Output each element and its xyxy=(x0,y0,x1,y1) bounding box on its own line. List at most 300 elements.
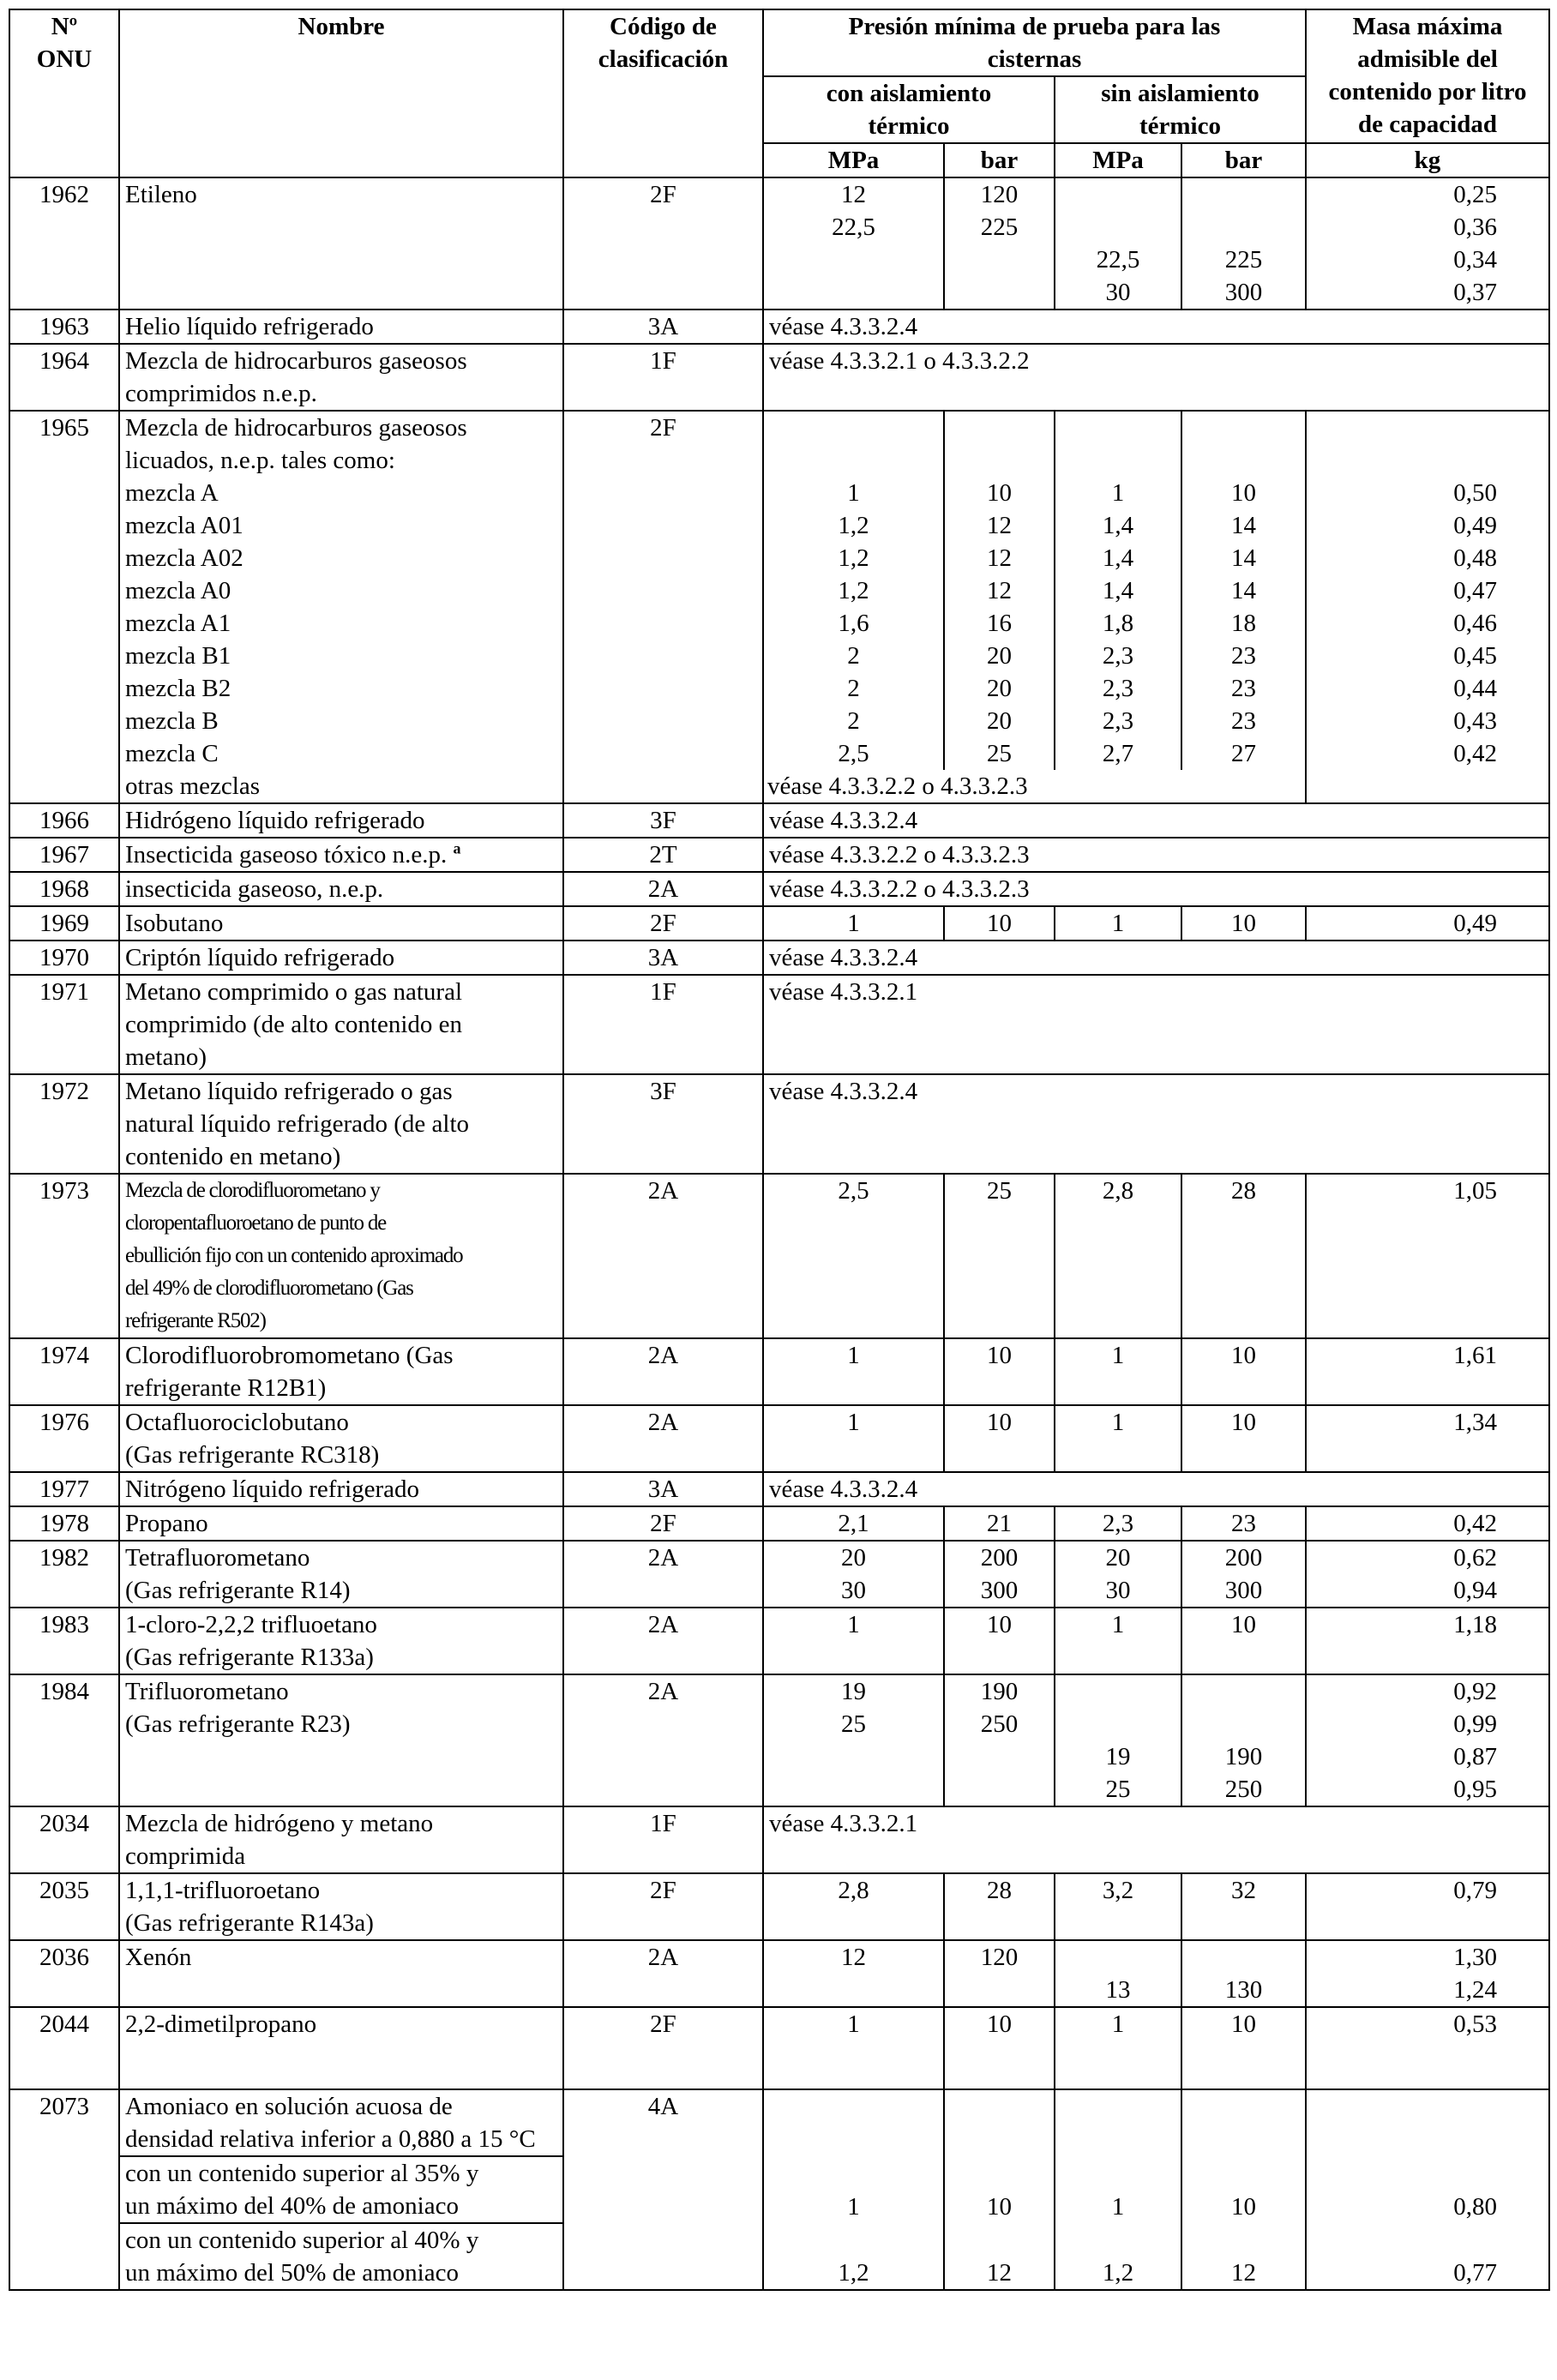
value-cell-mpa-con xyxy=(763,2007,944,2089)
value: 1,2 xyxy=(838,577,869,604)
un-number-cell xyxy=(9,1074,119,1174)
value: 120 xyxy=(980,181,1019,208)
name-cell xyxy=(119,2007,563,2089)
table-row xyxy=(9,906,1549,941)
un-number-cell xyxy=(9,1174,119,1338)
classification-code-cell xyxy=(563,872,763,906)
classification-code: 2A xyxy=(647,1342,679,1369)
mixture-name: otras mezclas xyxy=(125,772,261,800)
substance-name: Amoniaco en solución acuosa de xyxy=(125,2093,453,2120)
value: 0,87 xyxy=(1453,1743,1497,1770)
value: 190 xyxy=(1224,1743,1263,1770)
value-cell-mpa-sin xyxy=(1055,1174,1181,1338)
value: 25 xyxy=(987,1177,1012,1205)
un-number-cell xyxy=(9,975,119,1074)
name-cell xyxy=(119,2223,563,2290)
value-cell-bar-sin xyxy=(1181,177,1306,310)
table-row xyxy=(9,1873,1549,1940)
classification-code: 3A xyxy=(647,1475,679,1503)
classification-code: 1F xyxy=(650,978,676,1006)
value: 0,62 xyxy=(1453,1544,1497,1572)
value: 1,4 xyxy=(1102,512,1134,539)
value: 1 xyxy=(1111,1611,1125,1638)
value: 1,4 xyxy=(1102,544,1134,572)
classification-code: 3F xyxy=(650,807,676,834)
value: 10 xyxy=(1231,1611,1256,1638)
value: 30 xyxy=(1105,1577,1131,1604)
value: 1,18 xyxy=(1453,1611,1497,1638)
value: 1,34 xyxy=(1453,1409,1497,1436)
value: 1 xyxy=(847,1342,860,1369)
value-cell-bar-con xyxy=(944,2223,1055,2290)
value-cell-kg xyxy=(1306,177,1549,310)
value-cell-mpa-con xyxy=(763,1174,944,1338)
value-cell-mpa-sin xyxy=(1055,906,1181,941)
table-row xyxy=(9,2007,1549,2089)
un-number-cell-empty xyxy=(9,2223,119,2290)
value: 1,61 xyxy=(1453,1342,1497,1369)
value: 10 xyxy=(1231,1342,1256,1369)
un-number: 1969 xyxy=(39,910,89,937)
value: 23 xyxy=(1231,707,1256,735)
value-cell-kg xyxy=(1306,1873,1549,1940)
classification-code-cell xyxy=(563,1174,763,1338)
substance-name: Etileno xyxy=(125,181,197,208)
value: 1 xyxy=(847,2193,860,2221)
un-number: 1971 xyxy=(39,978,89,1006)
substance-name: insecticida gaseoso, n.e.p. xyxy=(125,875,384,903)
value: 10 xyxy=(987,1611,1012,1638)
un-number-cell xyxy=(9,906,119,941)
value: 1 xyxy=(1111,1409,1125,1436)
classification-code: 2T xyxy=(649,841,677,868)
un-number-cell xyxy=(9,1806,119,1873)
substance-name: con un contenido superior al 35% y xyxy=(125,2160,479,2187)
header-con-aislamiento: con aislamiento térmico xyxy=(763,76,1055,143)
mixture-name: mezcla B1 xyxy=(125,642,231,670)
classification-code-cell xyxy=(563,310,763,344)
value: 0,99 xyxy=(1453,1710,1497,1738)
value-cell-mpa-con xyxy=(763,177,944,310)
value-cell-bar-sin xyxy=(1181,2223,1306,2290)
header-masa: Masa máxima admisible del contenido por litro de capacidad xyxy=(1306,9,1549,143)
name-cell xyxy=(119,1873,563,1940)
substance-name: Metano líquido refrigerado o gas xyxy=(125,1078,453,1105)
value-cell-mpa-sin xyxy=(1055,2156,1181,2223)
value: 1,24 xyxy=(1453,1976,1497,2004)
value-cell-mpa-con xyxy=(763,1608,944,1674)
table-row xyxy=(9,1608,1549,1674)
value-cell-mpa-sin xyxy=(1055,1674,1181,1806)
un-number: 1982 xyxy=(39,1544,89,1572)
un-number-cell xyxy=(9,838,119,872)
substance-name: Mezcla de clorodifluorometano y xyxy=(125,1179,380,1202)
header-codigo: Código de clasificación xyxy=(563,9,763,177)
substance-name: Propano xyxy=(125,1510,208,1537)
value: 10 xyxy=(987,2193,1012,2221)
classification-code: 2F xyxy=(650,181,676,208)
classification-code: 3A xyxy=(647,944,679,971)
table-row xyxy=(9,177,1549,310)
reference-cell xyxy=(763,1806,1549,1873)
un-number-cell xyxy=(9,2089,119,2156)
value: 1,2 xyxy=(838,2259,869,2287)
value-cell-mpa-con xyxy=(763,1405,944,1472)
other-mixtures-reference: véase 4.3.3.2.2 o 4.3.3.2.3 xyxy=(767,770,1282,802)
value: 12 xyxy=(987,2259,1012,2287)
value: 14 xyxy=(1231,577,1256,604)
un-number-cell xyxy=(9,803,119,838)
name-cell xyxy=(119,2156,563,2223)
classification-code: 3A xyxy=(647,313,679,340)
value-cell-bar-con xyxy=(944,1940,1055,2007)
value: 25 xyxy=(841,1710,866,1738)
un-number-cell xyxy=(9,177,119,310)
classification-code: 2F xyxy=(650,1877,676,1904)
classification-code: 2A xyxy=(647,1177,679,1205)
value-cell-kg xyxy=(1306,1541,1549,1608)
table-sub-row xyxy=(9,2223,1549,2290)
un-number: 1968 xyxy=(39,875,89,903)
name-cell xyxy=(119,2089,563,2156)
value: 2,3 xyxy=(1102,642,1134,670)
dangerous-goods-table xyxy=(9,9,1550,2291)
value: 200 xyxy=(1224,1544,1263,1572)
value-cell-mpa-sin xyxy=(1055,1541,1181,1608)
name-cell xyxy=(119,941,563,975)
name-cell xyxy=(119,1472,563,1506)
un-number-cell xyxy=(9,1873,119,1940)
reference-cell xyxy=(763,975,1549,1074)
value: 1,30 xyxy=(1453,1944,1497,1971)
substance-name: Tetrafluorometano xyxy=(125,1544,310,1572)
un-number: 1966 xyxy=(39,807,89,834)
value: 32 xyxy=(1231,1877,1256,1904)
un-number-cell xyxy=(9,941,119,975)
value-cell-bar-sin xyxy=(1181,2156,1306,2223)
reference-cell xyxy=(763,310,1549,344)
un-number-cell xyxy=(9,310,119,344)
value-cell-bar-sin xyxy=(1181,1608,1306,1674)
classification-code-cell xyxy=(563,177,763,310)
value: 2,5 xyxy=(838,740,869,767)
value: 1 xyxy=(847,479,860,507)
value: 1 xyxy=(847,1409,860,1436)
classification-code: 2F xyxy=(650,414,676,442)
substance-name: (Gas refrigerante R143a) xyxy=(125,1909,374,1937)
value: 20 xyxy=(987,642,1012,670)
reference-cell xyxy=(763,803,1549,838)
substance-name: refrigerante R12B1) xyxy=(125,1374,327,1402)
substance-name: un máximo del 50% de amoniaco xyxy=(125,2259,459,2287)
substance-name: Hidrógeno líquido refrigerado xyxy=(125,807,425,834)
value: 12 xyxy=(987,544,1012,572)
value: 0,49 xyxy=(1453,910,1497,937)
value: 0,94 xyxy=(1453,1577,1497,1604)
table-sub-row xyxy=(9,2156,1549,2223)
value: 0,42 xyxy=(1453,1510,1497,1537)
value: 10 xyxy=(987,1409,1012,1436)
classification-code: 2A xyxy=(647,1544,679,1572)
header-unit-kg: kg xyxy=(1306,143,1549,177)
table-row xyxy=(9,803,1549,838)
value-cell-bar-sin xyxy=(1181,1338,1306,1405)
value: 1,2 xyxy=(838,544,869,572)
value-cell-mpa-sin xyxy=(1055,1506,1181,1541)
value-cell-kg xyxy=(1306,411,1549,803)
value: 1 xyxy=(1111,479,1125,507)
value: 2 xyxy=(847,707,860,735)
substance-name: comprimido (de alto contenido en xyxy=(125,1011,463,1038)
value: 2 xyxy=(847,675,860,702)
value: 0,92 xyxy=(1453,1678,1497,1705)
table-body xyxy=(9,177,1549,2290)
un-number: 2073 xyxy=(39,2093,89,2120)
classification-code-cell xyxy=(563,1074,763,1174)
mixture-name: mezcla B xyxy=(125,707,219,735)
substance-name: 1-cloro-2,2,2 trifluoetano xyxy=(125,1611,377,1638)
name-cell xyxy=(119,1174,563,1338)
substance-name: natural líquido refrigerado (de alto xyxy=(125,1110,470,1138)
value: 0,79 xyxy=(1453,1877,1497,1904)
value-cell-empty xyxy=(1055,2089,1181,2156)
value: 0,43 xyxy=(1453,707,1497,735)
value: 19 xyxy=(1105,1743,1131,1770)
mixture-name: mezcla A01 xyxy=(125,512,243,539)
value-cell-mpa-sin xyxy=(1055,1338,1181,1405)
value: 10 xyxy=(1231,2010,1256,2038)
un-number: 1973 xyxy=(39,1177,89,1205)
reference-text: véase 4.3.3.2.4 xyxy=(769,1475,918,1503)
name-cell xyxy=(119,1541,563,1608)
reference-cell xyxy=(763,872,1549,906)
classification-code: 3F xyxy=(650,1078,676,1105)
table-row xyxy=(9,310,1549,344)
value: 130 xyxy=(1224,1976,1263,2004)
classification-code-cell xyxy=(563,838,763,872)
substance-name: un máximo del 40% de amoniaco xyxy=(125,2192,459,2220)
value-cell-bar-con xyxy=(944,1541,1055,1608)
substance-name: del 49% de clorodifluorometano (Gas xyxy=(125,1277,413,1300)
value: 300 xyxy=(1224,279,1263,306)
table-row xyxy=(9,1174,1549,1338)
table-row xyxy=(9,1405,1549,1472)
value: 25 xyxy=(987,740,1012,767)
reference-cell xyxy=(763,941,1549,975)
value: 23 xyxy=(1231,1510,1256,1537)
un-number: 1983 xyxy=(39,1611,89,1638)
value-cell-mpa-con xyxy=(763,2156,944,2223)
value: 2,5 xyxy=(838,1177,869,1205)
un-number-cell xyxy=(9,1506,119,1541)
un-number: 1977 xyxy=(39,1475,89,1503)
reference-text: véase 4.3.3.2.4 xyxy=(769,807,918,834)
value-cell-bar-sin xyxy=(1181,1405,1306,1472)
value: 2,7 xyxy=(1102,740,1134,767)
value-cell-mpa-sin xyxy=(1055,1405,1181,1472)
value-cell-kg xyxy=(1306,2156,1549,2223)
substance-name: 2,2-dimetilpropano xyxy=(125,2010,317,2038)
value: 200 xyxy=(980,1544,1019,1572)
value: 0,34 xyxy=(1453,246,1497,273)
classification-code-cell xyxy=(563,941,763,975)
classification-code: 2A xyxy=(647,1678,679,1705)
value: 1 xyxy=(1111,2010,1125,2038)
value: 19 xyxy=(841,1678,866,1705)
value-cell-empty xyxy=(1181,2089,1306,2156)
name-cell xyxy=(119,872,563,906)
value-cell-kg xyxy=(1306,906,1549,941)
value-cell-kg xyxy=(1306,1608,1549,1674)
classification-code: 2F xyxy=(650,910,676,937)
value: 0,36 xyxy=(1453,213,1497,241)
value: 0,80 xyxy=(1453,2193,1497,2221)
value: 0,44 xyxy=(1453,675,1497,702)
classification-code-cell xyxy=(563,1405,763,1472)
value: 300 xyxy=(980,1577,1019,1604)
value: 1,05 xyxy=(1453,1177,1497,1205)
un-number: 1962 xyxy=(39,181,89,208)
value-cell-bar-con xyxy=(944,2007,1055,2089)
table-row xyxy=(9,872,1549,906)
reference-cell xyxy=(763,1074,1549,1174)
classification-code-cell xyxy=(563,1541,763,1608)
reference-text: véase 4.3.3.2.1 xyxy=(769,978,918,1006)
name-cell xyxy=(119,1806,563,1873)
value-cell-bar-sin xyxy=(1181,1541,1306,1608)
un-number: 1972 xyxy=(39,1078,89,1105)
reference-text: véase 4.3.3.2.2 o 4.3.3.2.3 xyxy=(769,875,1030,903)
un-number-cell xyxy=(9,1674,119,1806)
name-cell xyxy=(119,1074,563,1174)
value-cell-kg xyxy=(1306,1338,1549,1405)
value: 25 xyxy=(1105,1776,1131,1803)
classification-code-cell xyxy=(563,1873,763,1940)
value: 0,50 xyxy=(1453,479,1497,507)
table-row xyxy=(9,411,1549,803)
value-cell-kg xyxy=(1306,2223,1549,2290)
value-cell-mpa-con xyxy=(763,1873,944,1940)
un-number: 1984 xyxy=(39,1678,89,1705)
substance-name: contenido en metano) xyxy=(125,1143,341,1170)
value: 12 xyxy=(841,1944,866,1971)
value: 0,49 xyxy=(1453,512,1497,539)
un-number: 1970 xyxy=(39,944,89,971)
table-row xyxy=(9,1338,1549,1405)
classification-code: 1F xyxy=(650,1810,676,1837)
un-number-cell xyxy=(9,1541,119,1608)
value: 2,1 xyxy=(838,1510,869,1537)
header-unit-mpa-sin: MPa xyxy=(1055,143,1181,177)
value-cell-mpa-con xyxy=(763,906,944,941)
substance-name: (Gas refrigerante R133a) xyxy=(125,1644,374,1671)
substance-name: refrigerante R502) xyxy=(125,1309,266,1332)
value: 0,53 xyxy=(1453,2010,1497,2038)
substance-name: cloropentafluoroetano de punto de xyxy=(125,1211,387,1235)
value-cell-bar-con xyxy=(944,1506,1055,1541)
classification-code-cell xyxy=(563,2089,763,2156)
value: 2,3 xyxy=(1102,675,1134,702)
un-number-cell xyxy=(9,344,119,411)
table-row xyxy=(9,941,1549,975)
value: 120 xyxy=(980,1944,1019,1971)
table-row xyxy=(9,1074,1549,1174)
reference-text: véase 4.3.3.2.1 xyxy=(769,1810,918,1837)
mixture-name: mezcla A1 xyxy=(125,610,231,637)
value: 1,8 xyxy=(1102,610,1134,637)
name-cell xyxy=(119,310,563,344)
header-no-onu: Nº ONU xyxy=(9,9,119,177)
value: 30 xyxy=(1105,279,1131,306)
classification-code-cell xyxy=(563,411,763,803)
value-cell-bar-con xyxy=(944,411,1055,803)
value: 20 xyxy=(1105,1544,1131,1572)
value-cell-bar-con xyxy=(944,177,1055,310)
un-number: 1967 xyxy=(39,841,89,868)
substance-name: 1,1,1-trifluoroetano xyxy=(125,1877,321,1904)
value-cell-bar-con xyxy=(944,1674,1055,1806)
value: 0,46 xyxy=(1453,610,1497,637)
substance-name: Octafluorociclobutano xyxy=(125,1409,349,1436)
value-cell-kg xyxy=(1306,1405,1549,1472)
value-cell-bar-sin xyxy=(1181,2007,1306,2089)
table-row xyxy=(9,1541,1549,1608)
classification-code-cell xyxy=(563,975,763,1074)
classification-code-cell xyxy=(563,803,763,838)
name-cell xyxy=(119,1338,563,1405)
name-cell xyxy=(119,803,563,838)
value: 1 xyxy=(847,2010,860,2038)
value: 23 xyxy=(1231,642,1256,670)
substance-name: Trifluorometano xyxy=(125,1678,289,1705)
classification-code-cell xyxy=(563,1608,763,1674)
header-sin-aislamiento: sin aislamiento térmico xyxy=(1055,76,1306,143)
un-number: 2036 xyxy=(39,1944,89,1971)
classification-code-cell xyxy=(563,1940,763,2007)
value: 21 xyxy=(987,1510,1012,1537)
header-presion: Presión mínima de prueba para las cisternas xyxy=(763,9,1306,76)
value-cell-bar-con xyxy=(944,1608,1055,1674)
value-cell-mpa-con xyxy=(763,2223,944,2290)
classification-code-cell xyxy=(563,1472,763,1506)
value: 1,6 xyxy=(838,610,869,637)
header-unit-bar-sin: bar xyxy=(1181,143,1306,177)
reference-text: véase 4.3.3.2.4 xyxy=(769,313,918,340)
mixture-name: mezcla A02 xyxy=(125,544,243,572)
substance-name: Xenón xyxy=(125,1944,192,1971)
value: 12 xyxy=(987,577,1012,604)
value: 10 xyxy=(1231,1409,1256,1436)
value-cell-mpa-con xyxy=(763,1541,944,1608)
classification-code: 2A xyxy=(647,1944,679,1971)
value: 0,37 xyxy=(1453,279,1497,306)
classification-code: 2F xyxy=(650,1510,676,1537)
value: 23 xyxy=(1231,675,1256,702)
table-row xyxy=(9,838,1549,872)
value: 10 xyxy=(1231,479,1256,507)
name-cell xyxy=(119,344,563,411)
reference-text: véase 4.3.3.2.1 o 4.3.3.2.2 xyxy=(769,347,1030,375)
value-cell-kg xyxy=(1306,1174,1549,1338)
table-row xyxy=(9,975,1549,1074)
value: 20 xyxy=(841,1544,866,1572)
value-cell-bar-sin xyxy=(1181,1174,1306,1338)
value-cell-bar-con xyxy=(944,2156,1055,2223)
value: 13 xyxy=(1105,1976,1131,2004)
substance-name: (Gas refrigerante RC318) xyxy=(125,1441,380,1469)
value: 30 xyxy=(841,1577,866,1604)
substance-name: Helio líquido refrigerado xyxy=(125,313,374,340)
